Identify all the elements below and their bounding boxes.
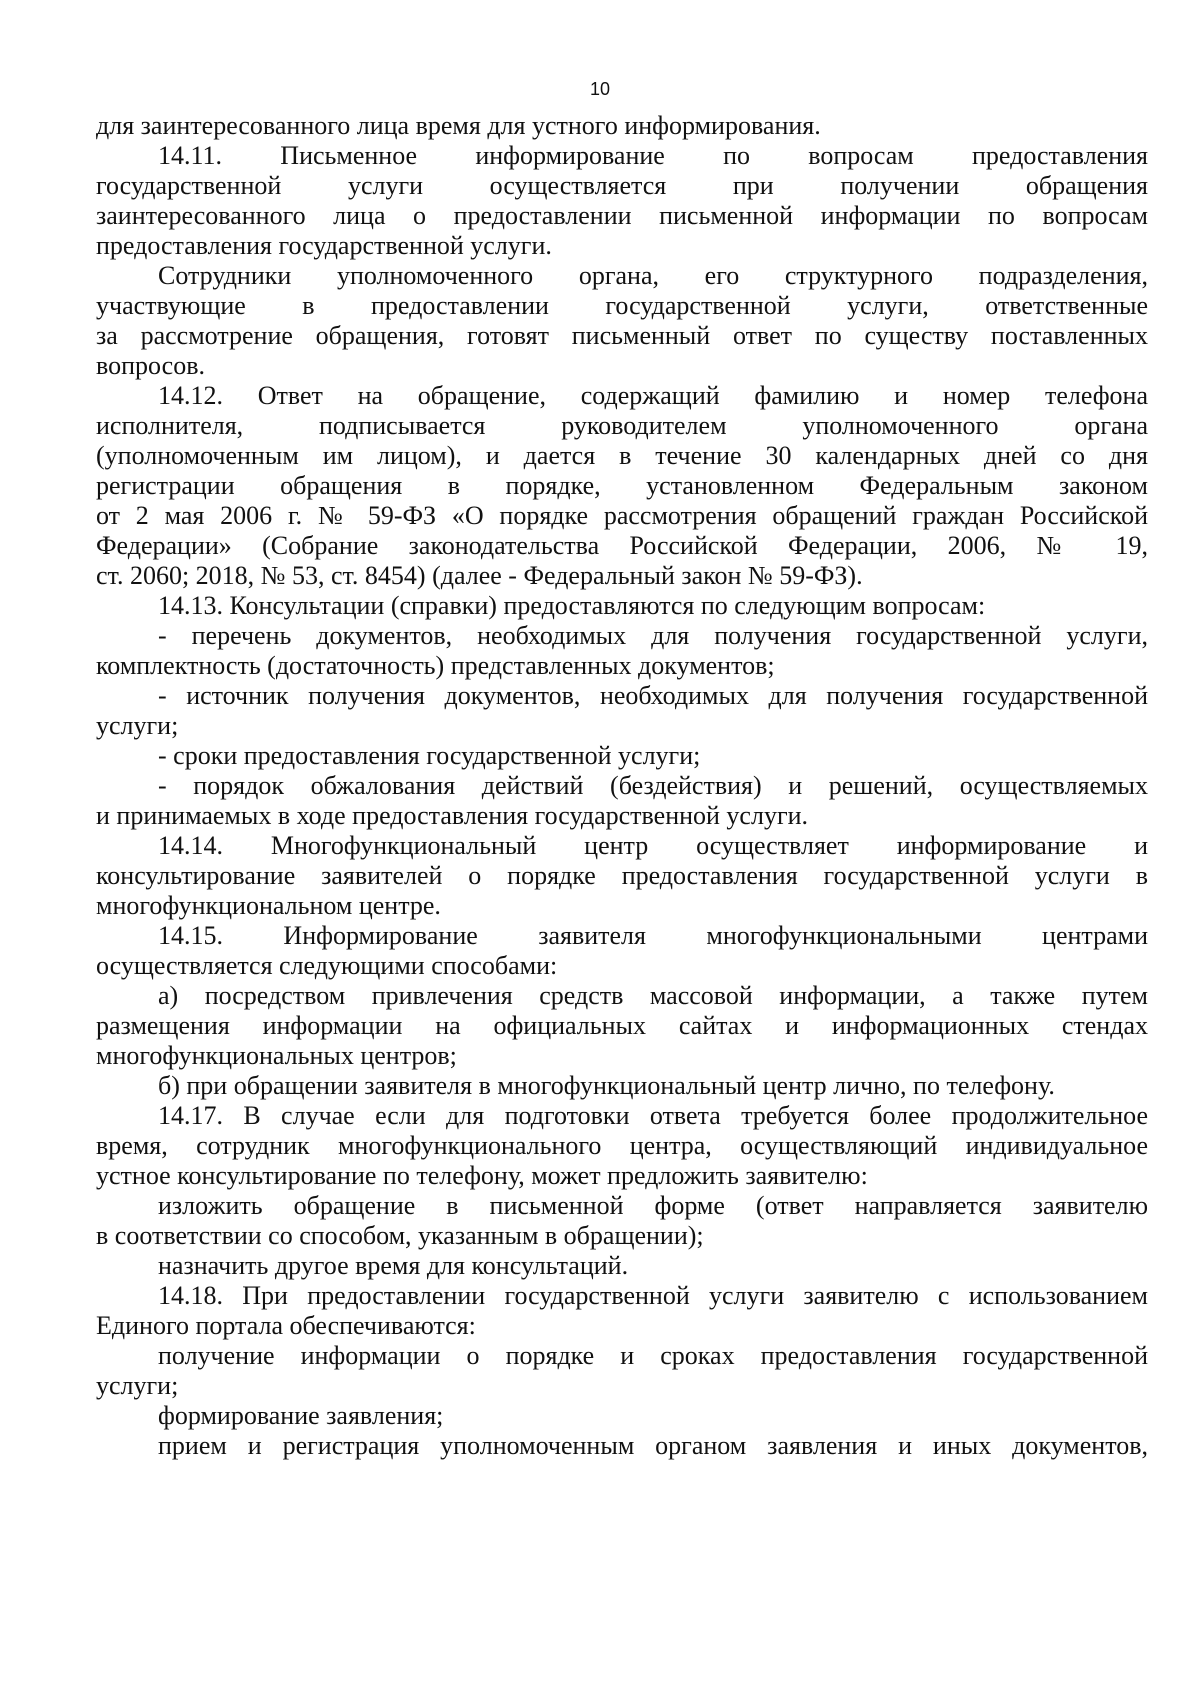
text-line: - порядок обжалования действий (бездействия) и решений, осуществляемых bbox=[158, 771, 1148, 800]
text-line: Федерации» (Собрание законодательства Российской Федерации, 2006, № 19, bbox=[96, 531, 1148, 560]
text-line: за рассмотрение обращения, готовят письменный ответ по существу поставленных bbox=[96, 321, 1148, 350]
text-line: комплектность (достаточность) представленных документов; bbox=[96, 651, 775, 680]
text-line: исполнителя, подписывается руководителем уполномоченного органа bbox=[96, 411, 1148, 440]
text-line: - источник получения документов, необходимых для получения государственной bbox=[158, 681, 1148, 710]
text-line: 14.13. Консультации (справки) предоставляются по следующим вопросам: bbox=[158, 591, 986, 620]
text-line: вопросов. bbox=[96, 351, 205, 380]
text-line: услуги; bbox=[96, 711, 179, 740]
text-line: время, сотрудник многофункционального центра, осуществляющий индивидуальное bbox=[96, 1131, 1148, 1160]
text-line: устное консультирование по телефону, может предложить заявителю: bbox=[96, 1161, 868, 1190]
text-line: в соответствии со способом, указанным в обращении); bbox=[96, 1221, 704, 1250]
text-line: 14.14. Многофункциональный центр осуществляет информирование и bbox=[158, 831, 1148, 860]
text-line: регистрации обращения в порядке, установленном Федеральным законом bbox=[96, 471, 1148, 500]
text-line: и принимаемых в ходе предоставления государственной услуги. bbox=[96, 801, 809, 830]
text-line: многофункциональном центре. bbox=[96, 891, 441, 920]
text-line: Сотрудники уполномоченного органа, его структурного подразделения, bbox=[158, 261, 1148, 290]
text-line: консультирование заявителей о порядке предоставления государственной услуги в bbox=[96, 861, 1148, 890]
text-line: получение информации о порядке и сроках предоставления государственной bbox=[158, 1341, 1148, 1370]
text-line: 14.17. В случае если для подготовки ответа требуется более продолжительное bbox=[158, 1101, 1148, 1130]
text-line: - сроки предоставления государственной услуги; bbox=[158, 741, 701, 770]
text-line: (уполномоченным им лицом), и дается в течение 30 календарных дней со дня bbox=[96, 441, 1148, 470]
text-line: участвующие в предоставлении государственной услуги, ответственные bbox=[96, 291, 1148, 320]
text-line: 14.12. Ответ на обращение, содержащий фамилию и номер телефона bbox=[158, 381, 1148, 410]
text-line: 14.18. При предоставлении государственной услуги заявителю с использованием bbox=[158, 1281, 1148, 1310]
page-number: 10 bbox=[589, 79, 611, 99]
text-line: от 2 мая 2006 г. № 59-ФЗ «О порядке рассмотрения обращений граждан Российской bbox=[96, 501, 1148, 530]
text-line: осуществляется следующими способами: bbox=[96, 951, 558, 980]
text-line: 14.15. Информирование заявителя многофункциональными центрами bbox=[158, 921, 1148, 950]
text-line: прием и регистрация уполномоченным органом заявления и иных документов, bbox=[158, 1431, 1148, 1460]
text-line: назначить другое время для консультаций. bbox=[158, 1251, 629, 1280]
text-line: предоставления государственной услуги. bbox=[96, 231, 552, 260]
text-line: изложить обращение в письменной форме (ответ направляется заявителю bbox=[158, 1191, 1148, 1220]
text-line: а) посредством привлечения средств массовой информации, а также путем bbox=[158, 981, 1148, 1010]
text-line: услуги; bbox=[96, 1371, 179, 1400]
text-line: для заинтересованного лица время для устного информирования. bbox=[96, 111, 821, 140]
text-line: б) при обращении заявителя в многофункциональный центр лично, по телефону. bbox=[158, 1071, 1055, 1100]
text-line: - перечень документов, необходимых для получения государственной услуги, bbox=[158, 621, 1148, 650]
text-line: государственной услуги осуществляется при получении обращения bbox=[96, 171, 1148, 200]
text-line: многофункциональных центров; bbox=[96, 1041, 457, 1070]
text-line: размещения информации на официальных сайтах и информационных стендах bbox=[96, 1011, 1148, 1040]
text-line: 14.11. Письменное информирование по вопросам предоставления bbox=[158, 141, 1148, 170]
text-line: ст. 2060; 2018, № 53, ст. 8454) (далее - Федеральный закон № 59-ФЗ). bbox=[96, 561, 863, 590]
text-line: Единого портала обеспечиваются: bbox=[96, 1311, 476, 1340]
text-line: заинтересованного лица о предоставлении письменной информации по вопросам bbox=[96, 201, 1148, 230]
text-line: формирование заявления; bbox=[158, 1401, 444, 1430]
